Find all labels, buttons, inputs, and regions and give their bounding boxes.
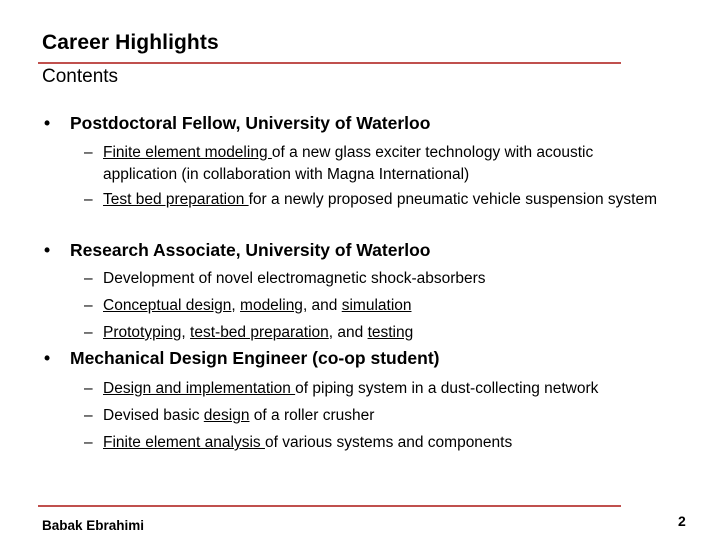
item-text: , — [231, 297, 241, 314]
item-text: Development of novel electromagnetic shock-absorbers — [103, 270, 486, 287]
dash-icon: – — [84, 434, 93, 451]
dash-icon: – — [84, 297, 93, 314]
list-item-text — [103, 295, 659, 317]
dash-icon: – — [84, 407, 93, 424]
item-text: , — [181, 324, 191, 341]
list-item-text — [103, 322, 659, 344]
title-divider — [38, 62, 621, 64]
footer-author: Babak Ebrahimi — [42, 518, 145, 533]
list-item-text — [103, 405, 659, 427]
item-text: of various systems and components — [264, 434, 513, 451]
dash-icon: – — [84, 270, 93, 287]
underlined-term: simulation — [341, 297, 412, 314]
list-item-text — [103, 268, 659, 290]
section-heading-text: Mechanical Design Engineer (co-op student) — [70, 348, 440, 368]
bullet-icon: • — [44, 113, 51, 133]
section-heading-text: Postdoctoral Fellow, University of Waterloo — [70, 113, 431, 133]
underlined-term: modeling — [240, 297, 303, 314]
dash-icon: – — [84, 144, 93, 161]
list-item-text — [103, 378, 659, 400]
bullet-icon: • — [44, 240, 51, 260]
item-text: for a newly proposed pneumatic vehicle suspension system — [248, 191, 658, 208]
underlined-term: Test bed preparation — [103, 191, 249, 208]
underlined-term: Finite element modeling — [103, 144, 272, 161]
dash-icon: – — [84, 191, 93, 208]
section-heading-text: Research Associate, University of Waterloo — [70, 240, 431, 260]
underlined-term: Design and implementation — [103, 380, 296, 397]
dash-icon: – — [84, 380, 93, 397]
underlined-term: Conceptual design — [103, 297, 232, 314]
bullet-icon: • — [44, 348, 51, 368]
underlined-term: design — [203, 407, 250, 424]
item-text: , and — [302, 297, 342, 314]
list-item-text — [103, 142, 659, 186]
item-text: of piping system in a dust-collecting network — [295, 380, 599, 397]
list-item-text — [103, 189, 659, 211]
item-text: , and — [328, 324, 368, 341]
slide-title: Career Highlights — [42, 31, 219, 54]
underlined-term: test-bed preparation — [190, 324, 329, 341]
underlined-term: Prototyping — [103, 324, 182, 341]
footer-divider — [38, 505, 621, 507]
item-text: of a roller crusher — [249, 407, 375, 424]
slide-subtitle: Contents — [42, 66, 119, 87]
item-text: of a new glass exciter technology with acoustic application (in collaboration with Magna International) — [103, 144, 594, 183]
underlined-term: Finite element analysis — [103, 434, 265, 451]
underlined-term: testing — [367, 324, 414, 341]
page-number: 2 — [678, 513, 686, 529]
item-text: Devised basic — [103, 407, 204, 424]
list-item-text — [103, 432, 659, 454]
dash-icon: – — [84, 324, 93, 341]
